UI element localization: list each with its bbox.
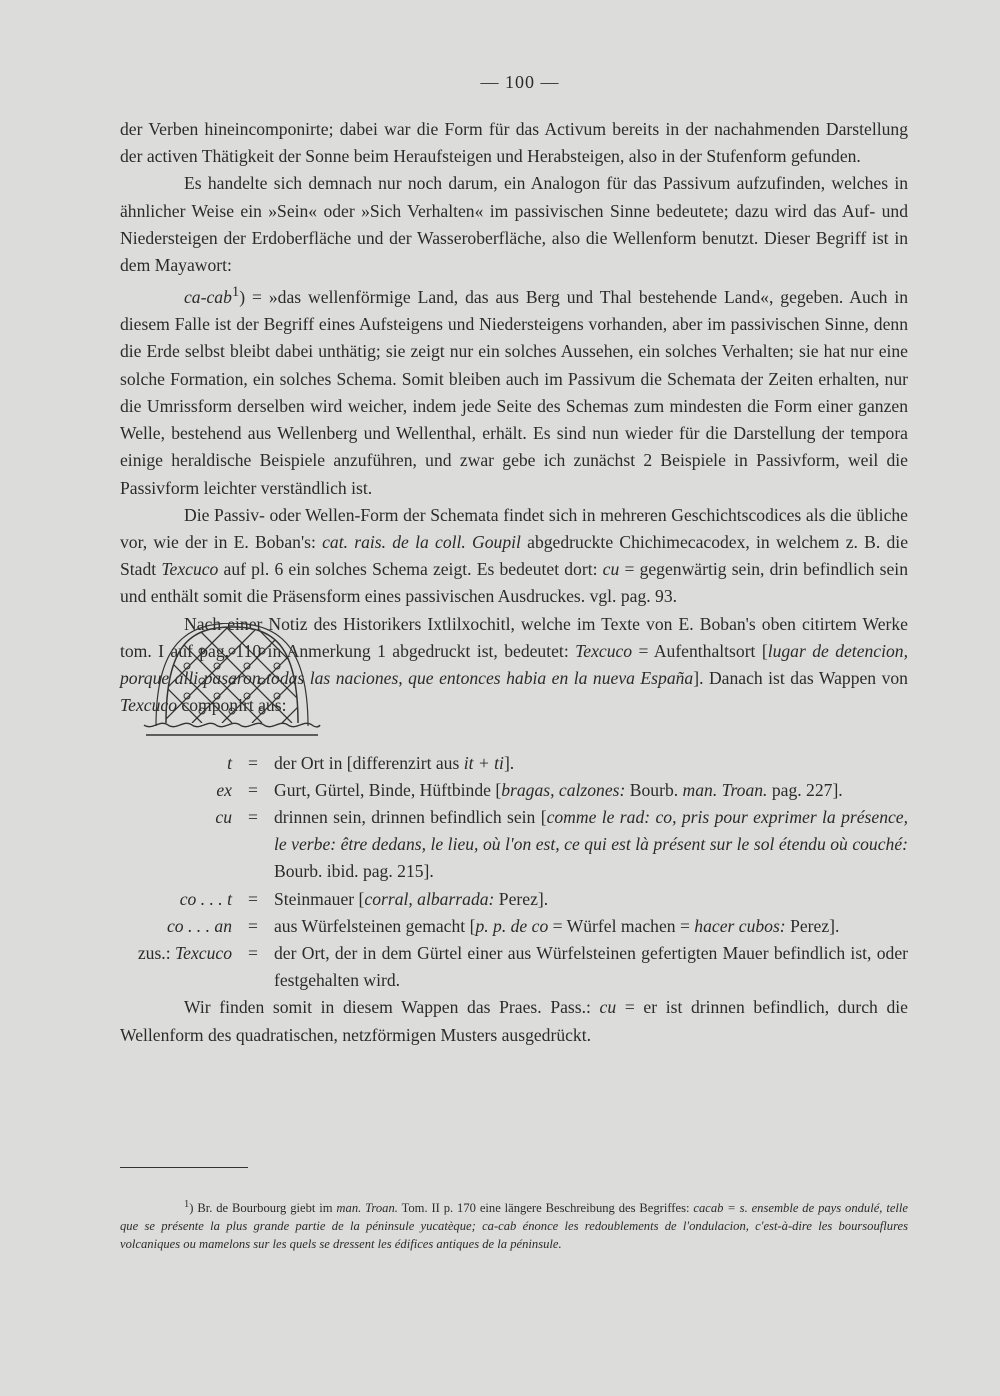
mayan-term: ca-cab bbox=[184, 287, 232, 308]
footnote: $^1$) Br. de Bourbourg giebt im man. Troan. Tom. II p. 170 eine längere Beschreibung des Begriffes: cacab = s. ensemble de pays ondulé, telle que se présente la plus grande partie de la péninsule yucatèque; ca-cab énonce les redoublements de l'ondulacion, c'est-à-dire les boursouflures volcaniques ou mamelons sur les quels se dressent les édifices antiques de la péninsule. bbox=[120, 1198, 908, 1251]
paragraph-2: Es handelte sich demnach nur noch darum, ein Analogon für das Passivum aufzufinden, welches in ähnlicher Weise ein »Sein« oder »Sich Verhalten« im passivischen Sinne bedeutete; dazu wird das Auf- und Niedersteigen der Erdoberfläche und der Wasseroberfläche, also die Wellenform benutzt. Dieser Begriff ist in dem Mayawort: bbox=[120, 173, 908, 276]
main-text bbox=[120, 116, 908, 1049]
paragraph-4: Die Passiv- oder Wellen-Form der Schemata findet sich in mehreren Geschichtscodices als die übliche vor, wie der in E. Boban's: cat. rais. de la coll. Goupil abgedruckte Chichimecacodex, in welchem z. B. die Stadt Texcuco auf pl. 6 ein solches Schema zeigt. Es bedeutet dort: cu = gegenwärtig sein, drin befindlich sein und enthält somit die Präsensform eines passivischen Ausdruckes. vgl. pag. 93. bbox=[120, 504, 909, 607]
definition-row-summary: zus.: Texcuco = der Ort, der in dem Gürtel einer aus Würfelsteinen gefertigten Mauer befindlich ist, oder festgehalten wird. bbox=[137, 942, 908, 991]
paragraph-6: Wir finden somit in diesem Wappen das Praes. Pass.: cu = er ist drinnen befindlich, durch die Wellenform des quadratischen, netzförmigen Musters ausgedrückt. bbox=[120, 997, 908, 1045]
paragraph-1: der Verben hineincomponirte; dabei war die Form für das Activum bereits in der nachahmenden Darstellung der activen Thätigkeit der Sonne beim Heraufsteigen und Herabsteigen, also in der Stufenform gefunden. bbox=[120, 119, 908, 167]
footnote-divider bbox=[120, 1167, 248, 1168]
definition-row: co . . . an = aus Würfelsteinen gemacht [p. p. de co = Würfel machen = hacer cubos: Perez]. bbox=[167, 915, 840, 936]
definition-list bbox=[120, 750, 908, 995]
definition-row: t = der Ort in [differenzirt aus it + ti]. bbox=[227, 752, 515, 773]
page-number: — 100 — bbox=[480, 72, 560, 92]
texcuco-glyph-icon bbox=[142, 623, 322, 739]
definition-row: ex = Gurt, Gürtel, Binde, Hüftbinde [bragas, calzones: Bourb. man. Troan. pag. 227]. bbox=[216, 779, 843, 800]
paragraph-3: ca-cab$^1$) = »das wellenförmige Land, das aus Berg und Thal bestehende Land«, gegeben. Auch in diesem Falle ist der Begriff eines Aufsteigens und Niedersteigens vorhanden, aber im passivischen Sinne, denn die Erde selbst bleibt dabei unthätig; sie zeigt nur ein solches Aussehen, ein solches Verhalten; sie hat nur eine solche Formation, ein solches Schema. Somit bleiben auch im Passivum die Schemata der Zeiten erhalten, nur die Umrissform derselben wird weicher, indem jede Seite des Schemas zum mindesten die Form einer ganzen Welle, bestehend aus Wellenberg und Wellenthal, erhält. Es sind nun wieder für die Darstellung der tempora einige heraldische Beispiele anzuführen, und zwar gebe ich zunächst 2 Beispiele in Passivform, weil die Passivform leichter verständlich ist. bbox=[120, 284, 908, 498]
definition-row: cu = drinnen sein, drinnen befindlich sein [comme le rad: co, pris pour exprimer la présence, le verbe: être dedans, le lieu, où l'on est, ce qui est là présent sur le sol étendu où couché: Bourb. ibid. pag. 215]. bbox=[215, 806, 909, 882]
footnote-ref: 1 bbox=[231, 284, 240, 301]
paragraph-5: Nach einer Notiz des Historikers Ixtlilxochitl, welche im Texte von E. Boban's oben citirtem Werke tom. I auf pag. 110 in Anmerkung 1 abgedruckt ist, bedeutet: Texcuco = Aufenthaltsort [lugar de detencion, porque alli pasaron todas las naciones, que entonces habia en la nueva España]. Danach ist das Wappen von Texcuco componirt aus: bbox=[120, 613, 908, 716]
figure-row bbox=[120, 611, 908, 747]
definition-row: co . . . t = Steinmauer [corral, albarrada: Perez]. bbox=[179, 888, 549, 909]
